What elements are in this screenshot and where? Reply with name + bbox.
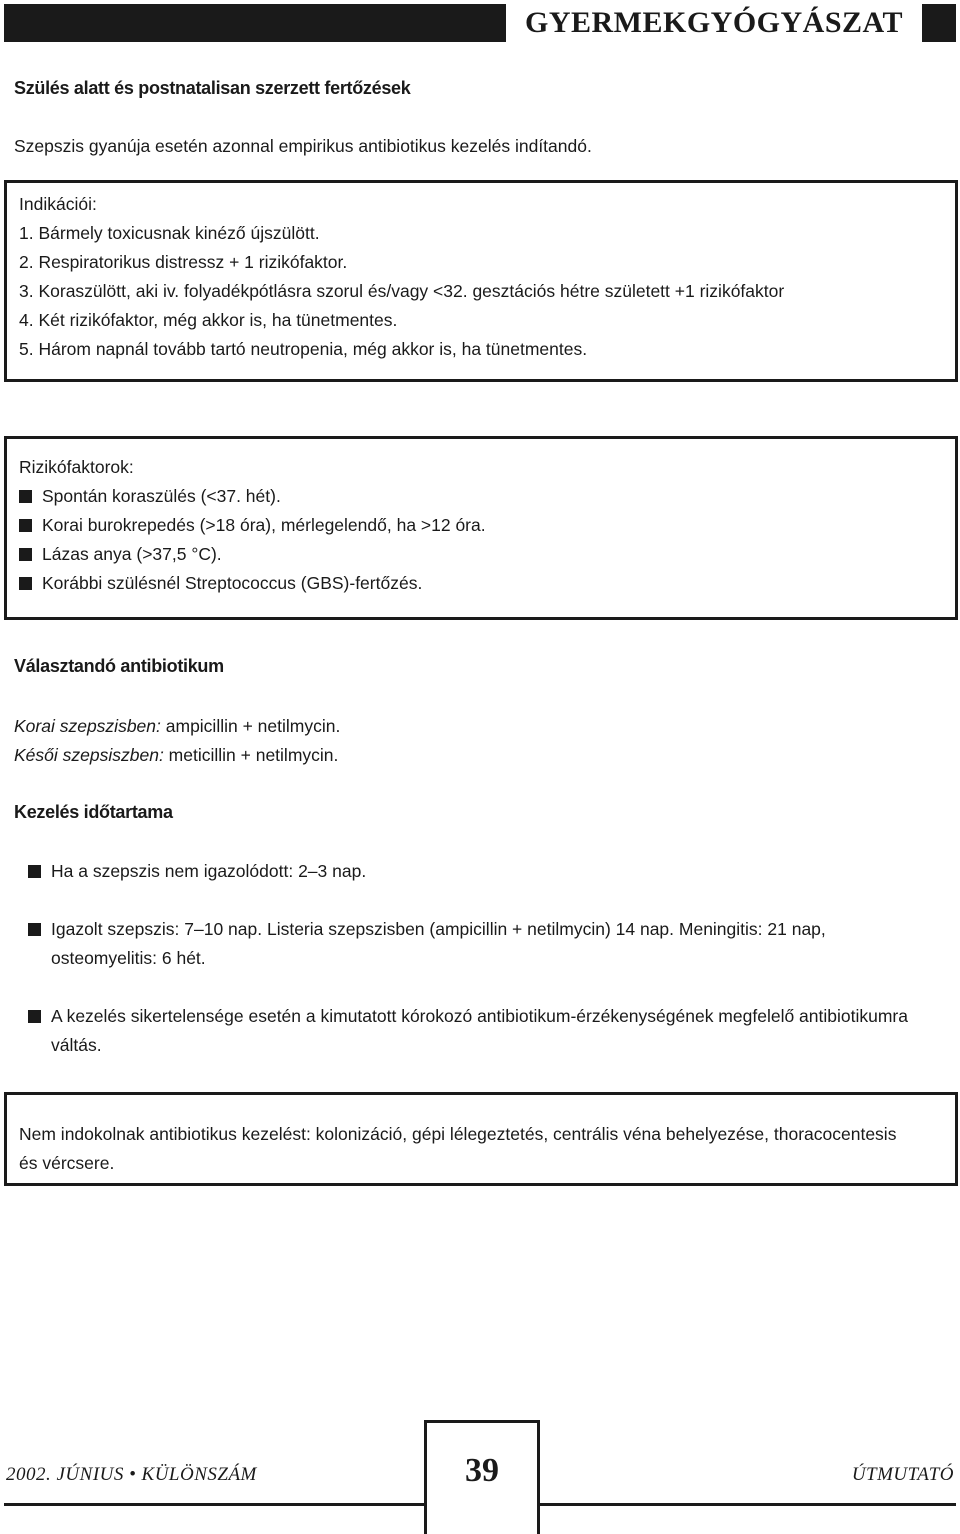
duration-item: A kezelés sikertelensége esetén a kimutatott kórokozó antibiotikum-érzékenységének megfelelő antibiotikumra váltás.: [28, 1002, 928, 1060]
antibiotic-heading: Választandó antibiotikum: [14, 656, 224, 676]
early-sepsis-label: Korai szepszisben:: [14, 716, 161, 736]
square-bullet-icon: [28, 923, 41, 936]
header-dark-band: [4, 4, 506, 42]
risk-factor-item: Korábbi szülésnél Streptococcus (GBS)-fertőzés.: [19, 573, 422, 594]
page-header: [0, 0, 960, 44]
early-sepsis-line: [14, 712, 340, 741]
risk-factors-box: [4, 436, 958, 620]
header-dark-band-right: [922, 4, 956, 42]
square-bullet-icon: [19, 490, 32, 503]
square-bullet-icon: [19, 577, 32, 590]
duration-heading: Kezelés időtartama: [14, 802, 173, 822]
late-sepsis-label: Késői szepsiszben:: [14, 745, 164, 765]
square-bullet-icon: [19, 548, 32, 561]
duration-item: Ha a szepszis nem igazolódott: 2–3 nap.: [28, 857, 928, 886]
indication-item: 4. Két rizikófaktor, még akkor is, ha tünetmentes.: [19, 310, 398, 330]
square-bullet-icon: [19, 519, 32, 532]
footer-section: ÚTMUTATÓ: [851, 1464, 954, 1485]
footer-issue: 2002. JÚNIUS • KÜLÖNSZÁM: [6, 1464, 257, 1485]
indication-item: 1. Bármely toxicusnak kinéző újszülött.: [19, 223, 320, 243]
indications-box: [4, 180, 958, 382]
indication-item: 2. Respiratorikus distressz + 1 rizikófaktor.: [19, 252, 348, 272]
section-heading: Szülés alatt és postnatalisan szerzett fertőzések: [14, 78, 411, 98]
indication-item: 5. Három napnál tovább tartó neutropenia, még akkor is, ha tünetmentes.: [19, 339, 588, 359]
page-number: 39: [465, 1452, 499, 1489]
square-bullet-icon: [28, 865, 41, 878]
risk-factor-item: Korai burokrepedés (>18 óra), mérlegelendő, ha >12 óra.: [19, 515, 486, 536]
indication-item: 3. Koraszülött, aki iv. folyadékpótlásra szorul és/vagy <32. gesztációs hétre született +1 rizikófaktor: [19, 281, 785, 301]
intro-paragraph: Szepszis gyanúja esetén azonnal empirikus antibiotikus kezelés indítandó.: [14, 136, 592, 156]
journal-section-title: GYERMEKGYÓGYÁSZAT: [508, 4, 920, 42]
early-sepsis-value: ampicillin + netilmycin.: [160, 716, 341, 736]
square-bullet-icon: [28, 1010, 41, 1023]
note-text: Nem indokolnak antibiotikus kezelést: kolonizáció, gépi lélegeztetés, centrális véna behelyezése, thoracocentesis és vércsere.: [19, 1124, 897, 1173]
late-sepsis-value: meticillin + netilmycin.: [163, 745, 339, 765]
risk-factor-item: Spontán koraszülés (<37. hét).: [19, 486, 281, 507]
late-sepsis-line: [14, 741, 338, 770]
duration-item: Igazolt szepszis: 7–10 nap. Listeria szepszisben (ampicillin + netilmycin) 14 nap. Meningitis: 21 nap, osteomyelitis: 6 hét.: [28, 915, 928, 973]
risk-factors-label: Rizikófaktorok:: [19, 457, 134, 477]
note-box: [4, 1092, 958, 1186]
risk-factor-item: Lázas anya (>37,5 °C).: [19, 544, 222, 565]
indications-label: Indikációi:: [19, 194, 97, 214]
